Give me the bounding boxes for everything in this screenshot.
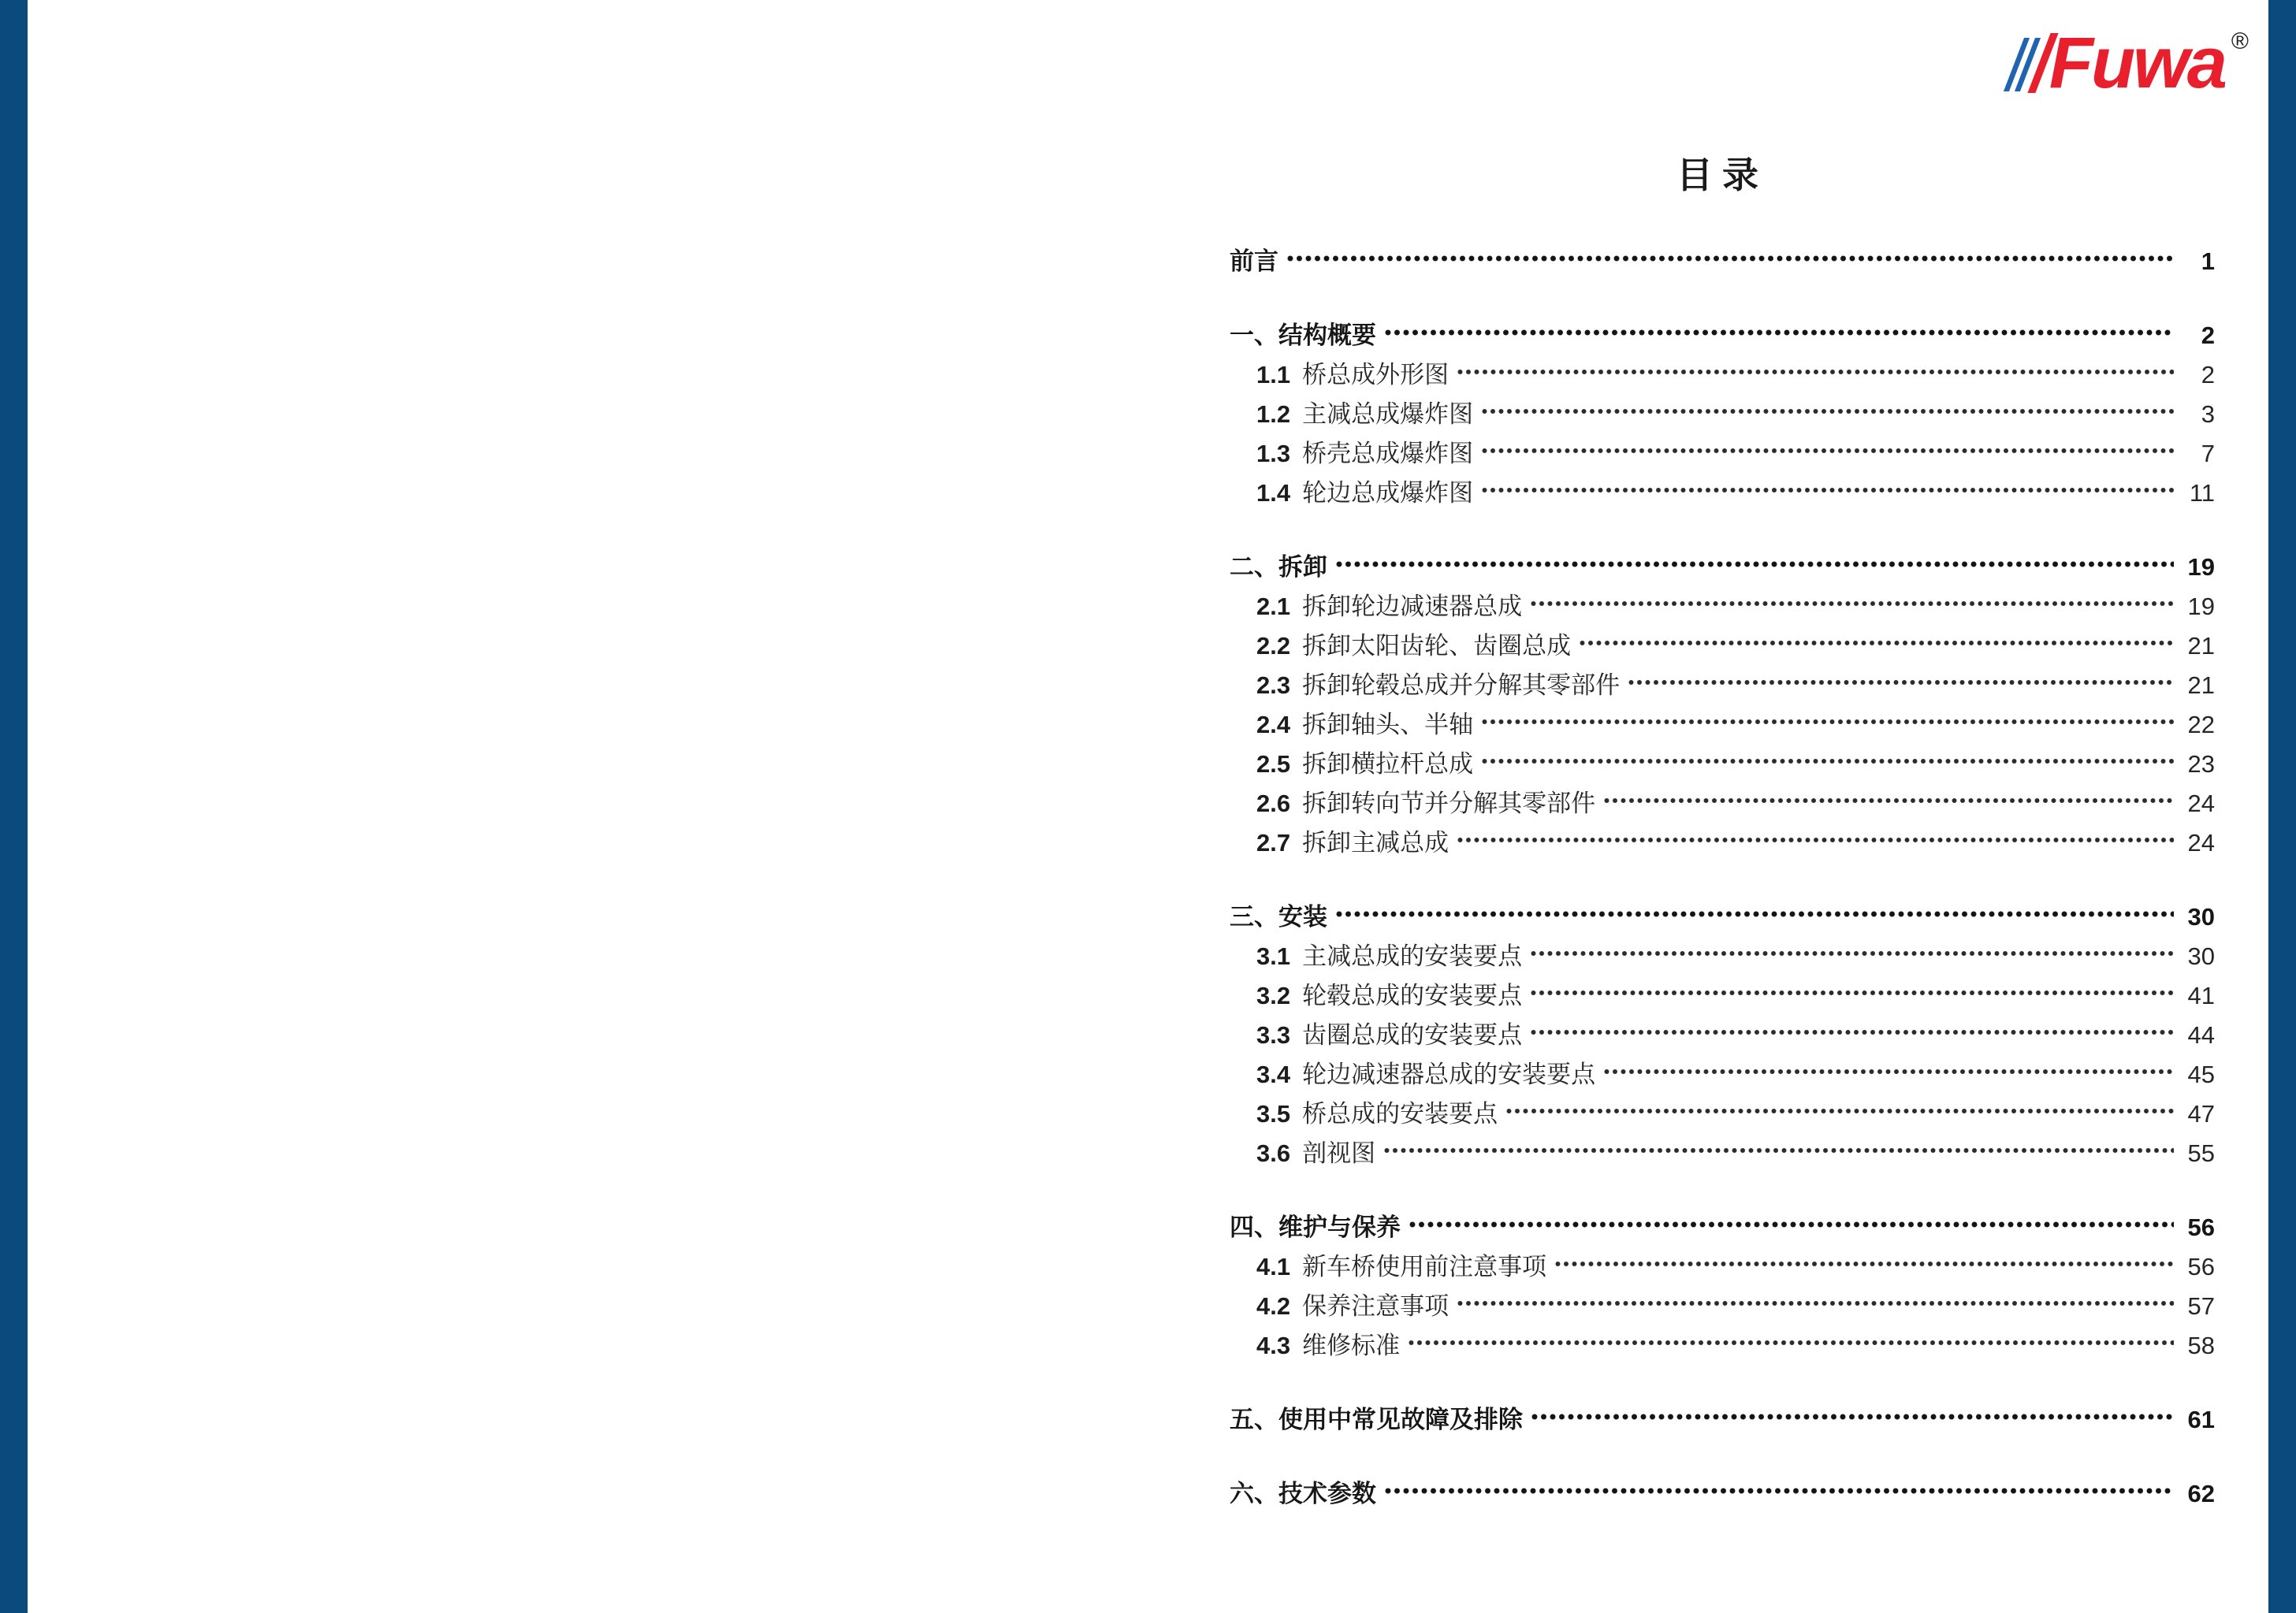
toc-entry-page-number: 24 (2187, 790, 2215, 817)
toc-entry (1230, 1388, 2215, 1433)
toc-entry-number: 一、 (1230, 321, 1278, 349)
toc-entry-page-number: 22 (2187, 711, 2215, 738)
toc-entry-label: 拆卸轮边减速器总成 (1302, 593, 1523, 620)
toc-entry-number: 3.2 (1256, 982, 1291, 1009)
toc-entry-number: 2.4 (1256, 711, 1291, 738)
toc-entry-number: 五、 (1230, 1406, 1278, 1433)
toc-entry-page-number: 56 (2187, 1253, 2215, 1280)
dotted-leader (1628, 654, 2174, 693)
toc-entry-number: 3.4 (1256, 1061, 1291, 1088)
dotted-leader (1287, 230, 2174, 269)
toc-entry (1230, 304, 2215, 349)
dotted-leader (1580, 615, 2174, 654)
toc-entry-number: 3.6 (1256, 1139, 1291, 1167)
toc-entry-label: 主减总成的安装要点 (1302, 942, 1523, 970)
toc-entry-page-number: 11 (2189, 479, 2215, 507)
toc-entry-page-number: 45 (2187, 1061, 2215, 1088)
toc-entry-label: 拆卸太阳齿轮、齿圈总成 (1302, 632, 1572, 660)
toc-entry-page-number: 3 (2201, 400, 2215, 428)
dotted-leader (1482, 422, 2174, 462)
dotted-leader (1409, 1196, 2174, 1236)
dotted-leader (1604, 1043, 2174, 1083)
toc-entry-label: 技术参数 (1278, 1480, 1376, 1507)
toc-entry (1230, 230, 2215, 275)
toc-entry-page-number: 61 (2187, 1406, 2215, 1433)
logo-wordmark: Fuwa (2049, 23, 2225, 103)
toc-entry-page-number: 7 (2201, 440, 2215, 467)
toc-entry-page-number: 24 (2187, 829, 2215, 857)
toc-entry-label: 保养注意事项 (1302, 1292, 1449, 1320)
toc-entry-number: 4.1 (1256, 1253, 1291, 1280)
toc-entry-number: 2.1 (1256, 593, 1291, 620)
toc-entry-label: 拆卸主减总成 (1302, 829, 1449, 857)
toc-entry-number: 4.2 (1256, 1292, 1291, 1320)
toc-entry (1230, 925, 2215, 970)
toc-entry (1230, 536, 2215, 581)
toc-entry-page-number: 58 (2187, 1332, 2215, 1359)
dotted-leader (1531, 1004, 2174, 1043)
toc-entry-label: 主减总成爆炸图 (1302, 400, 1474, 428)
right-edge-bar (2268, 0, 2296, 1613)
toc-entry-number: 四、 (1230, 1213, 1278, 1241)
toc-entry-page-number: 55 (2187, 1139, 2215, 1167)
dotted-leader (1482, 383, 2174, 422)
toc-entry-page-number: 2 (2201, 321, 2215, 349)
toc-entry-label: 维护与保养 (1278, 1213, 1401, 1241)
toc-entry-label: 拆卸横拉杆总成 (1302, 750, 1474, 778)
dotted-leader (1408, 1314, 2174, 1354)
toc-entry-label: 拆卸轮毂总成并分解其零部件 (1302, 671, 1621, 699)
toc-entry-label: 安装 (1278, 903, 1327, 931)
toc-entry-number: 3.1 (1256, 942, 1291, 970)
toc-entry-number: 2.6 (1256, 790, 1291, 817)
toc-entry-number: 2.7 (1256, 829, 1291, 857)
toc-entry-page-number: 2 (2201, 361, 2215, 388)
toc-entry-label: 轮边减速器总成的安装要点 (1302, 1061, 1596, 1088)
toc-entry (1230, 1462, 2215, 1507)
toc-entry (1230, 344, 2215, 388)
toc-entry-page-number: 19 (2187, 553, 2215, 581)
toc-entry-label: 轮边总成爆炸图 (1302, 479, 1474, 507)
toc-entry-number: 3.5 (1256, 1100, 1291, 1128)
dotted-leader (1457, 1275, 2174, 1314)
dotted-leader (1336, 536, 2174, 575)
toc-entry (1230, 1196, 2215, 1241)
dotted-leader (1604, 772, 2174, 812)
toc-entry-number: 2.2 (1256, 632, 1291, 660)
left-edge-bar (0, 0, 28, 1613)
dotted-leader (1482, 462, 2174, 501)
toc-entry-label: 新车桥使用前注意事项 (1302, 1253, 1547, 1280)
toc-entry-page-number: 47 (2187, 1100, 2215, 1128)
toc-entry-label: 剖视图 (1302, 1139, 1376, 1167)
toc-entry-number: 4.3 (1256, 1332, 1291, 1359)
toc-entry (1230, 575, 2215, 620)
toc-entry-number: 二、 (1230, 553, 1278, 581)
toc-entry-page-number: 19 (2187, 593, 2215, 620)
toc-entry-page-number: 21 (2187, 632, 2215, 660)
dotted-leader (1384, 1122, 2174, 1161)
toc-entry-number: 三、 (1230, 903, 1278, 931)
dotted-leader (1385, 304, 2174, 344)
dotted-leader (1531, 575, 2174, 615)
dotted-leader (1457, 344, 2174, 383)
toc-entry-page-number: 41 (2187, 982, 2215, 1009)
toc-entry-page-number: 21 (2187, 671, 2215, 699)
toc-entry-number: 1.3 (1256, 440, 1291, 467)
dotted-leader (1457, 812, 2174, 851)
fuwa-logo (2014, 23, 2249, 103)
dotted-leader (1531, 1388, 2174, 1428)
toc-entry-label: 桥总成外形图 (1302, 361, 1449, 388)
toc-entry-page-number: 1 (2201, 247, 2215, 275)
toc-entry-page-number: 30 (2187, 942, 2215, 970)
dotted-leader (1555, 1236, 2174, 1275)
toc-entry-number: 1.4 (1256, 479, 1291, 507)
toc-list (1230, 230, 2215, 1507)
dotted-leader (1385, 1462, 2174, 1502)
dotted-leader (1506, 1083, 2174, 1122)
toc-entry-label: 结构概要 (1278, 321, 1376, 349)
toc-entry-page-number: 62 (2187, 1480, 2215, 1507)
toc-entry-label: 拆卸轴头、半轴 (1302, 711, 1474, 738)
toc-entry-number: 1.1 (1256, 361, 1291, 388)
dotted-leader (1482, 693, 2174, 733)
toc-entry-label: 齿圈总成的安装要点 (1302, 1021, 1523, 1049)
toc-entry-page-number: 44 (2187, 1021, 2215, 1049)
toc-entry-page-number: 56 (2187, 1213, 2215, 1241)
toc-entry-number: 2.3 (1256, 671, 1291, 699)
dotted-leader (1531, 964, 2174, 1004)
toc-entry-page-number: 23 (2187, 750, 2215, 778)
toc-entry-number: 3.3 (1256, 1021, 1291, 1049)
toc-entry-number: 1.2 (1256, 400, 1291, 428)
toc-entry-page-number: 30 (2187, 903, 2215, 931)
toc-entry-label: 拆卸转向节并分解其零部件 (1302, 790, 1596, 817)
toc-entry-label: 桥总成的安装要点 (1302, 1100, 1498, 1128)
toc-entry-number: 2.5 (1256, 750, 1291, 778)
dotted-leader (1336, 886, 2174, 925)
toc-entry-label: 前言 (1230, 247, 1278, 275)
page-title: 目录 (1676, 155, 1768, 195)
toc-entry-page-number: 57 (2187, 1292, 2215, 1320)
toc-entry-label: 拆卸 (1278, 553, 1327, 581)
toc-entry-number: 六、 (1230, 1480, 1278, 1507)
toc-entry (1230, 886, 2215, 931)
toc-entry-label: 使用中常见故障及排除 (1278, 1406, 1523, 1433)
toc-entry-label: 桥壳总成爆炸图 (1302, 440, 1474, 467)
dotted-leader (1482, 733, 2174, 772)
toc-entry-label: 维修标准 (1302, 1332, 1401, 1359)
dotted-leader (1531, 925, 2174, 964)
toc-entry-label: 轮毂总成的安装要点 (1302, 982, 1523, 1009)
registered-trademark-symbol: ® (2231, 28, 2249, 54)
